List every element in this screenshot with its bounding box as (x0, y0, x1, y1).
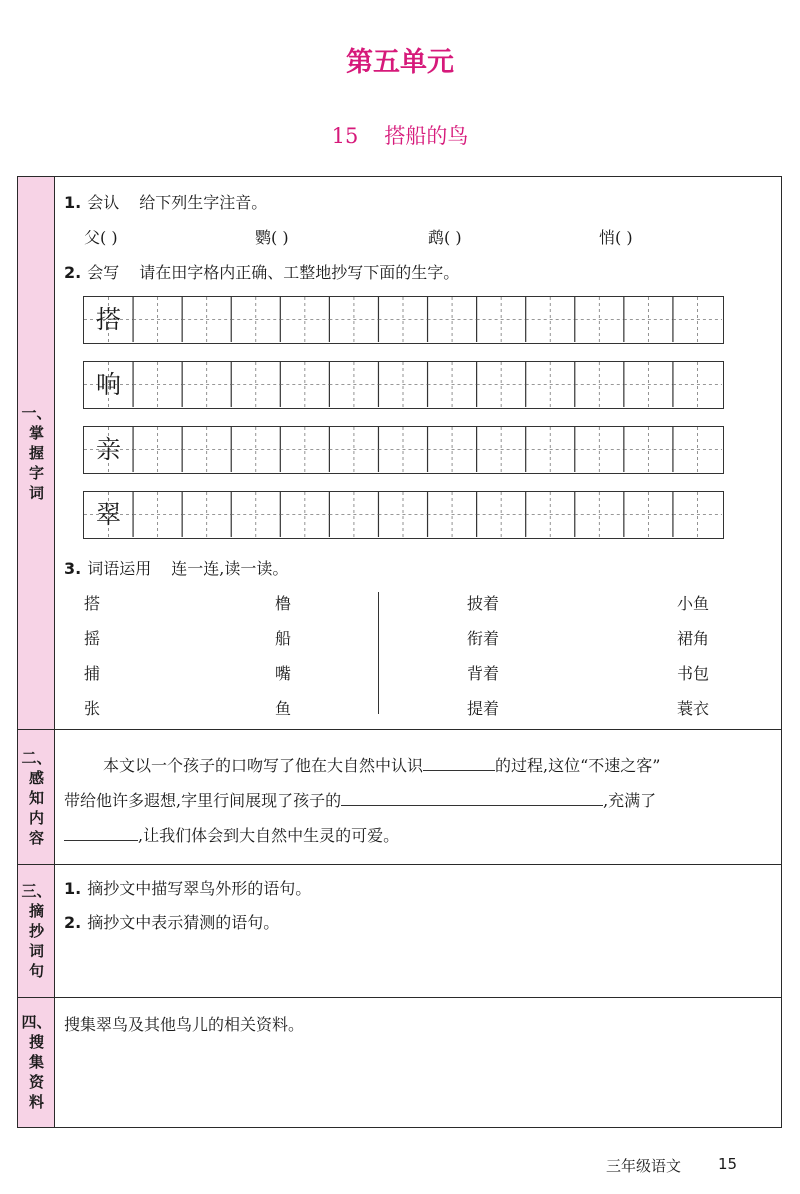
lesson-number: 15 (331, 124, 359, 148)
section-3-label-4: 句 (28, 962, 44, 980)
match-word[interactable]: 捕 (84, 664, 101, 683)
section-3-label-0: 三、 (21, 882, 52, 900)
excerpt-q1-text: 摘抄文中描写翠鸟外形的语句。 (87, 879, 312, 898)
q3-heading (64, 556, 288, 579)
match-word[interactable]: 背着 (467, 664, 500, 683)
collect-task: 搜集翠鸟及其他鸟儿的相关资料。 (64, 1015, 305, 1034)
model-character: 亲 (95, 435, 121, 464)
unit-title: 第五单元 (346, 47, 454, 78)
section-3-label-1: 摘 (28, 902, 44, 920)
match-word[interactable]: 搭 (84, 594, 101, 613)
match-word[interactable]: 橹 (275, 594, 292, 613)
summary-line-1 (103, 753, 660, 776)
summary-line-2 (64, 788, 656, 811)
divider-1 (17, 729, 782, 730)
section-1-label (18, 177, 55, 729)
q2-instruction: 请在田字格内正确、工整地抄写下面的生字。 (139, 263, 460, 282)
divider-3 (17, 997, 782, 998)
pinyin-item[interactable]: 鹉( ) (428, 228, 462, 247)
excerpt-q1-number: 1. (64, 879, 82, 898)
match-word[interactable]: 嘴 (275, 664, 292, 683)
match-word[interactable]: 船 (275, 629, 292, 648)
section-1-label-4: 词 (28, 484, 44, 502)
match-word[interactable]: 衔着 (467, 629, 500, 648)
model-character: 搭 (95, 305, 121, 334)
summary-line-3 (64, 823, 399, 846)
match-word[interactable]: 张 (84, 699, 101, 718)
pinyin-item[interactable]: 父( ) (84, 228, 118, 247)
section-1-label-0: 一、 (21, 404, 52, 422)
tianzige-grid (84, 492, 722, 537)
match-word[interactable]: 披着 (467, 594, 500, 613)
match-word[interactable]: 书包 (677, 664, 710, 683)
q3-instruction: 连一连,读一读。 (171, 559, 289, 578)
pinyin-item[interactable]: 悄( ) (599, 228, 633, 247)
q1-instruction: 给下列生字注音。 (139, 193, 268, 212)
section-3-label-2: 抄 (28, 922, 44, 940)
section-1-label-1: 掌 (28, 424, 44, 442)
match-word[interactable]: 提着 (467, 699, 500, 718)
section-4-label-3: 资 (28, 1073, 44, 1091)
match-word[interactable]: 蓑衣 (677, 699, 710, 718)
section-4-label-1: 搜 (28, 1033, 44, 1051)
section-2-label-0: 二、 (21, 749, 52, 767)
q3-number: 3. (64, 559, 82, 578)
section-2-label-3: 内 (28, 809, 44, 827)
writing-grid-row[interactable] (83, 491, 724, 539)
match-word[interactable]: 裙角 (677, 629, 710, 648)
q1-number: 1. (64, 193, 82, 212)
section-4-label-4: 料 (28, 1093, 44, 1111)
match-word[interactable]: 小鱼 (677, 594, 710, 613)
section-2-label (18, 730, 55, 864)
footer-label: 三年级语文 (606, 1157, 682, 1175)
model-character: 响 (95, 370, 121, 399)
column-divider (378, 592, 379, 714)
section-2-label-1: 感 (28, 769, 44, 787)
blank-2[interactable] (341, 789, 603, 806)
model-character: 翠 (95, 500, 121, 529)
summary-text-3b: ,让我们体会到大自然中生灵的可爱。 (138, 826, 400, 845)
blank-1[interactable] (423, 754, 495, 771)
excerpt-q2-number: 2. (64, 913, 82, 932)
page-number: 15 (718, 1155, 738, 1173)
q3-head: 词语运用 (87, 559, 152, 578)
writing-grid-row[interactable] (83, 426, 724, 474)
lesson-name: 搭船的鸟 (384, 124, 469, 148)
tianzige-grid (84, 362, 722, 407)
lesson-title (0, 120, 800, 150)
match-word[interactable]: 鱼 (275, 699, 292, 718)
summary-text-1a: 本文以一个孩子的口吻写了他在大自然中认识 (103, 756, 424, 775)
q1-heading (64, 190, 267, 213)
q1-head: 会认 (87, 193, 120, 212)
summary-text-2a: 带给他许多遐想,字里行间展现了孩子的 (64, 791, 342, 810)
writing-grid-row[interactable] (83, 296, 724, 344)
blank-3[interactable] (64, 824, 138, 841)
writing-grid-row[interactable] (83, 361, 724, 409)
section-2-label-2: 知 (28, 789, 44, 807)
q2-heading (64, 260, 459, 283)
section-1-label-2: 握 (28, 444, 44, 462)
section-4-label-0: 四、 (21, 1013, 52, 1031)
section-4-label-2: 集 (28, 1053, 44, 1071)
section-2-label-4: 容 (28, 829, 44, 847)
excerpt-q2-text: 摘抄文中表示猜测的语句。 (87, 913, 280, 932)
section-1-label-3: 字 (28, 464, 44, 482)
summary-text-1b: 的过程,这位“不速之客” (495, 756, 661, 775)
section-3-label-3: 词 (28, 942, 44, 960)
excerpt-q2 (64, 910, 279, 933)
tianzige-grid (84, 297, 722, 342)
section-4-label (18, 998, 55, 1127)
match-word[interactable]: 摇 (84, 629, 101, 648)
q2-number: 2. (64, 263, 82, 282)
pinyin-item[interactable]: 鹦( ) (255, 228, 289, 247)
q2-head: 会写 (87, 263, 120, 282)
divider-2 (17, 864, 782, 865)
tianzige-grid (84, 427, 722, 472)
summary-text-2b: ,充满了 (603, 791, 657, 810)
excerpt-q1 (64, 876, 311, 899)
section-3-label (18, 865, 55, 997)
